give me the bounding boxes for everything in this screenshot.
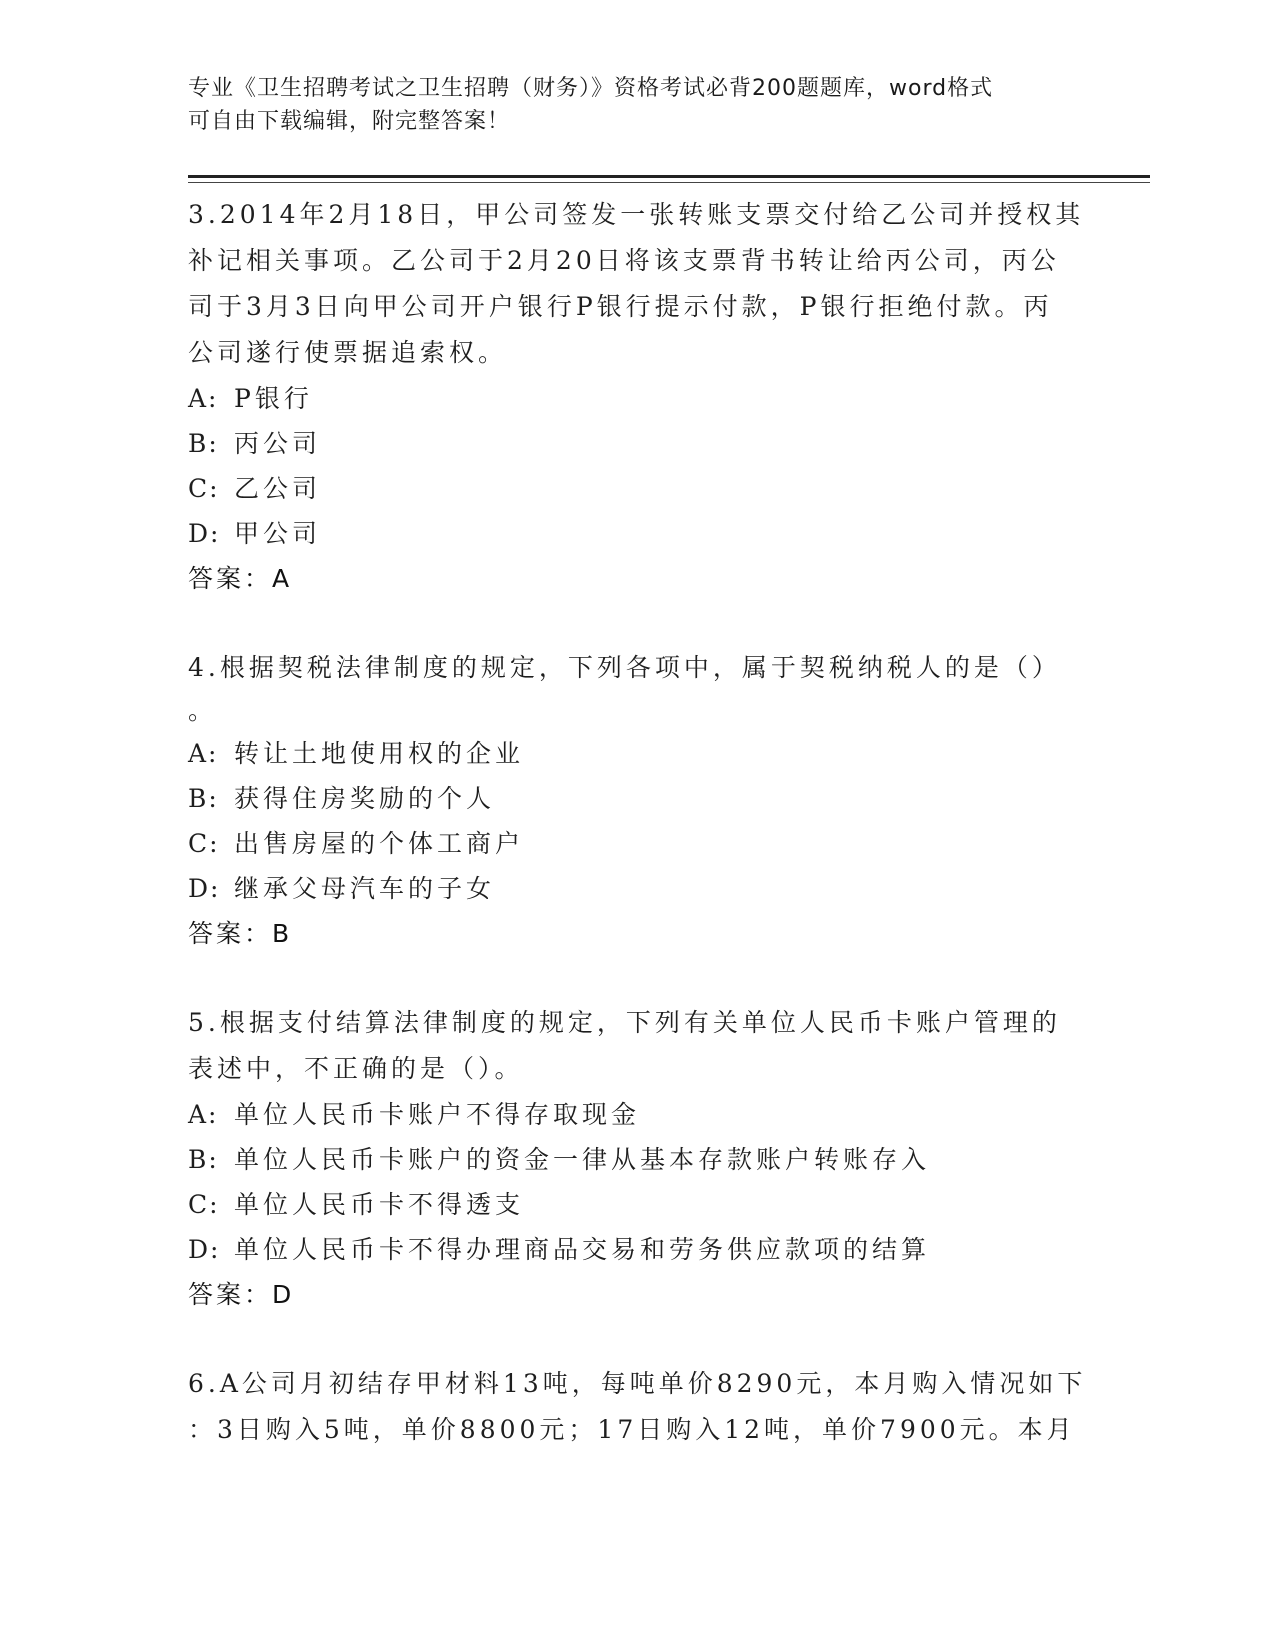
header-divider-thin (188, 182, 1150, 183)
option-text: 转让土地使用权的企业 (234, 739, 525, 768)
option-label: A: (188, 384, 219, 413)
option-text: 单位人民币卡账户的资金一律从基本存款账户转账存入 (234, 1145, 931, 1174)
answer-line: 答案：B (188, 919, 293, 948)
option-c (188, 821, 1088, 866)
header-divider-thick (188, 175, 1150, 178)
answer-line: 答案：D (188, 1280, 295, 1309)
question-text-line: 司于3月3日向甲公司开户银行P银行提示付款，P银行拒绝付款。丙 (188, 292, 1053, 321)
option-text: 甲公司 (234, 519, 322, 548)
spacer (188, 957, 1088, 1000)
question-text-line: 4.根据契税法律制度的规定，下列各项中，属于契税纳税人的是（） (188, 653, 1061, 682)
question-4 (188, 645, 1088, 957)
option-label: B: (188, 429, 219, 458)
question-text-line: 补记相关事项。乙公司于2月20日将该支票背书转让给丙公司，丙公 (188, 246, 1060, 275)
option-text: P银行 (234, 384, 313, 413)
question-text-line: 5.根据支付结算法律制度的规定，下列有关单位人民币卡账户管理的 (188, 1008, 1061, 1037)
option-text: 丙公司 (234, 429, 322, 458)
option-label: A: (188, 739, 219, 768)
option-text: 继承父母汽车的子女 (234, 874, 496, 903)
option-text: 单位人民币卡不得透支 (234, 1190, 525, 1219)
option-b (188, 776, 1088, 821)
question-3 (188, 192, 1088, 602)
option-label: D: (188, 874, 221, 903)
option-c (188, 1182, 1088, 1227)
spacer (188, 602, 1088, 645)
option-a (188, 376, 1088, 421)
option-text: 获得住房奖励的个人 (234, 784, 496, 813)
spacer (188, 1318, 1088, 1361)
option-label: B: (188, 784, 219, 813)
question-list (188, 192, 1088, 1453)
question-text-line: 6.A公司月初结存甲材料13吨，每吨单价8290元，本月购入情况如下 (188, 1369, 1087, 1398)
option-label: C: (188, 474, 220, 503)
option-d (188, 511, 1088, 556)
question-6 (188, 1361, 1088, 1453)
option-text: 乙公司 (234, 474, 322, 503)
option-a (188, 731, 1088, 776)
question-5 (188, 1000, 1088, 1318)
option-label: D: (188, 519, 221, 548)
option-text: 出售房屋的个体工商户 (234, 829, 525, 858)
option-label: B: (188, 1145, 219, 1174)
question-text-line: 表述中，不正确的是（）。 (188, 1054, 524, 1083)
option-label: D: (188, 1235, 221, 1264)
answer-line: 答案：A (188, 564, 293, 593)
option-b (188, 1137, 1088, 1182)
document-header (188, 72, 1068, 138)
option-d (188, 1227, 1088, 1272)
header-line-1: 专业《卫生招聘考试之卫生招聘（财务）》资格考试必背200题题库，word格式 (188, 76, 994, 101)
option-text: 单位人民币卡账户不得存取现金 (234, 1100, 641, 1129)
option-b (188, 421, 1088, 466)
question-text-line: ：3日购入5吨，单价8800元；17日购入12吨，单价7900元。本月 (188, 1415, 1076, 1444)
option-d (188, 866, 1088, 911)
question-text-line: 公司遂行使票据追索权。 (188, 338, 508, 367)
question-text-line: 3.2014年2月18日，甲公司签发一张转账支票交付给乙公司并授权其 (188, 200, 1085, 229)
question-text-line: 。 (188, 696, 218, 725)
option-label: C: (188, 1190, 220, 1219)
option-text: 单位人民币卡不得办理商品交易和劳务供应款项的结算 (234, 1235, 931, 1264)
option-c (188, 466, 1088, 511)
option-a (188, 1092, 1088, 1137)
option-label: C: (188, 829, 220, 858)
option-label: A: (188, 1100, 219, 1129)
header-line-2: 可自由下载编辑，附完整答案！ (188, 109, 511, 134)
